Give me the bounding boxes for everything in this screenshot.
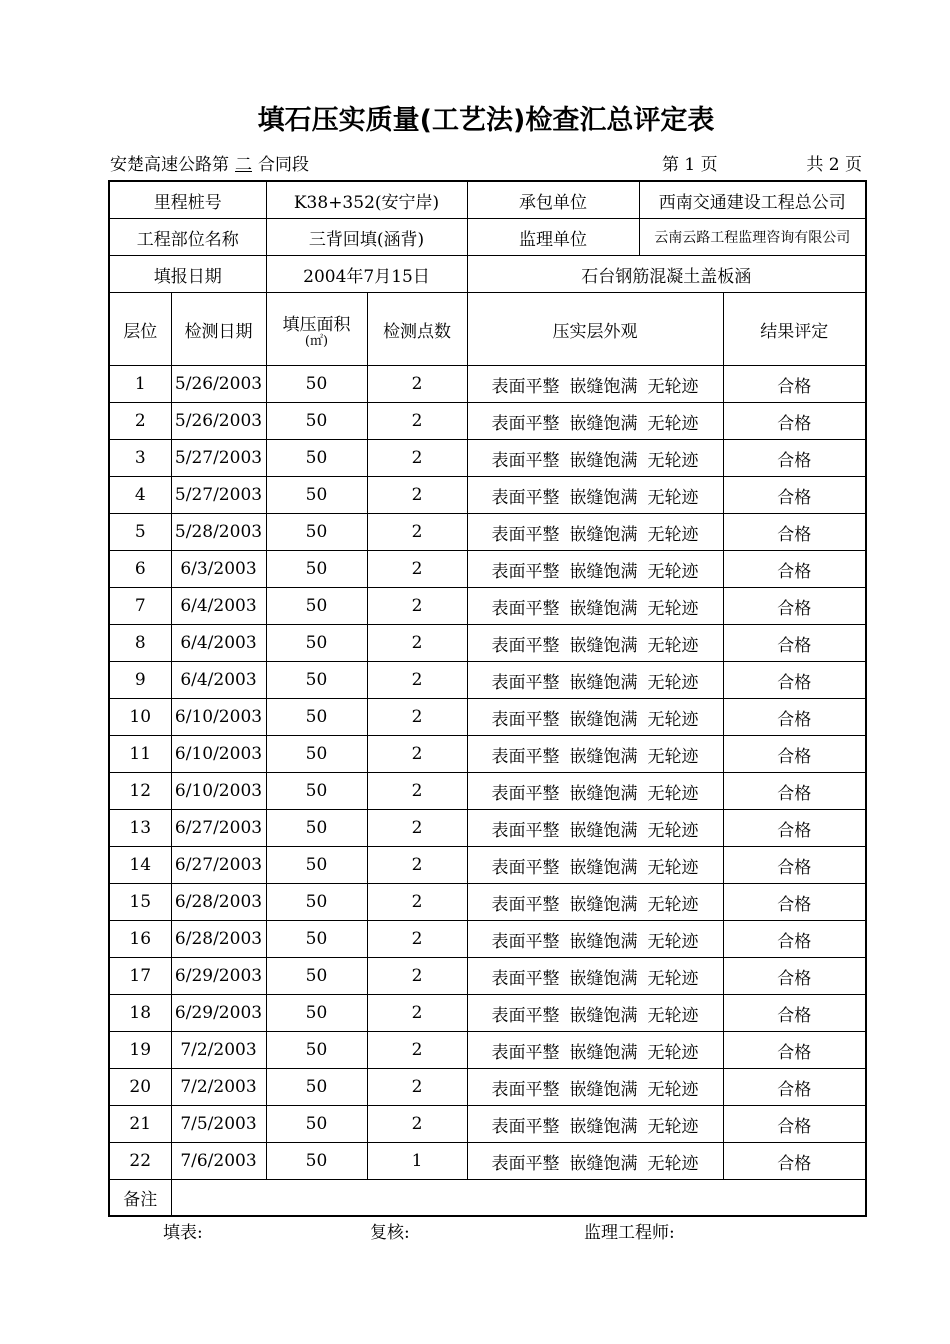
- table-row: [109, 884, 866, 921]
- cell-area: 50: [266, 884, 367, 921]
- appearance-item: 无轮迹: [647, 598, 699, 619]
- cell-area: 50: [266, 847, 367, 884]
- table-row: [109, 625, 866, 662]
- cell-result: 合格: [723, 1032, 866, 1069]
- cell-points: 2: [367, 1069, 467, 1106]
- appearance-item: 表面平整: [491, 709, 560, 730]
- project-prefix: 安楚高速公路第: [110, 155, 229, 175]
- table-row: [109, 921, 866, 958]
- cell-appearance: [467, 773, 723, 810]
- table-row: [109, 736, 866, 773]
- cell-points: 2: [367, 847, 467, 884]
- cell-area: 50: [266, 921, 367, 958]
- part-value: 三背回填(涵背): [266, 219, 467, 256]
- cell-area: 50: [266, 699, 367, 736]
- page-counter: [662, 150, 862, 175]
- col-area-label: 填压面积: [282, 315, 351, 335]
- table-row: [109, 440, 866, 477]
- cell-test-date: 6/4/2003: [171, 662, 266, 699]
- remark-value[interactable]: [171, 1180, 866, 1217]
- project-section: [110, 150, 309, 175]
- table-row: [109, 366, 866, 403]
- appearance-item: 嵌缝饱满: [569, 1153, 638, 1174]
- cell-points: 2: [367, 403, 467, 440]
- cell-points: 2: [367, 477, 467, 514]
- appearance-item: 无轮迹: [647, 1079, 699, 1100]
- cell-area: 50: [266, 440, 367, 477]
- cell-appearance: [467, 1032, 723, 1069]
- structure-value: 石台钢筋混凝土盖板涵: [467, 256, 866, 293]
- table-row: [109, 1143, 866, 1180]
- cell-points: 2: [367, 625, 467, 662]
- appearance-item: 无轮迹: [647, 746, 699, 767]
- cell-area: 50: [266, 773, 367, 810]
- col-result: 结果评定: [723, 293, 866, 366]
- cell-result: 合格: [723, 551, 866, 588]
- appearance-item: 无轮迹: [647, 931, 699, 952]
- appearance-item: 嵌缝饱满: [569, 487, 638, 508]
- cell-test-date: 7/6/2003: [171, 1143, 266, 1180]
- cell-area: 50: [266, 403, 367, 440]
- cell-points: 2: [367, 514, 467, 551]
- cell-result: 合格: [723, 514, 866, 551]
- remark-label: 备注: [109, 1180, 171, 1217]
- cell-area: 50: [266, 1143, 367, 1180]
- cell-result: 合格: [723, 588, 866, 625]
- cell-result: 合格: [723, 477, 866, 514]
- cell-points: 2: [367, 921, 467, 958]
- appearance-item: 无轮迹: [647, 1042, 699, 1063]
- cell-layer: 13: [109, 810, 171, 847]
- inspection-table: [108, 180, 867, 1217]
- cell-result: 合格: [723, 921, 866, 958]
- cell-layer: 6: [109, 551, 171, 588]
- appearance-item: 无轮迹: [647, 857, 699, 878]
- cell-test-date: 5/26/2003: [171, 366, 266, 403]
- table-row: [109, 1032, 866, 1069]
- cell-test-date: 5/27/2003: [171, 440, 266, 477]
- info-row-stake: [109, 181, 866, 219]
- appearance-item: 无轮迹: [647, 635, 699, 656]
- table-row: [109, 958, 866, 995]
- appearance-item: 表面平整: [491, 413, 560, 434]
- engineer-label: 监理工程师:: [584, 1223, 675, 1243]
- appearance-item: 嵌缝饱满: [569, 968, 638, 989]
- appearance-item: 嵌缝饱满: [569, 450, 638, 471]
- cell-area: 50: [266, 1106, 367, 1143]
- cell-appearance: [467, 514, 723, 551]
- cell-appearance: [467, 1069, 723, 1106]
- cell-test-date: 7/2/2003: [171, 1032, 266, 1069]
- cell-appearance: [467, 366, 723, 403]
- appearance-item: 表面平整: [491, 1079, 560, 1100]
- cell-area: 50: [266, 958, 367, 995]
- contractor-label: 承包单位: [467, 181, 639, 219]
- col-area: [266, 293, 367, 366]
- cell-points: 2: [367, 958, 467, 995]
- appearance-item: 嵌缝饱满: [569, 1005, 638, 1026]
- appearance-item: 无轮迹: [647, 672, 699, 693]
- cell-appearance: [467, 588, 723, 625]
- appearance-item: 表面平整: [491, 524, 560, 545]
- appearance-item: 嵌缝饱满: [569, 783, 638, 804]
- appearance-item: 表面平整: [491, 672, 560, 693]
- cell-points: 2: [367, 810, 467, 847]
- cell-result: 合格: [723, 440, 866, 477]
- cell-result: 合格: [723, 1069, 866, 1106]
- appearance-item: 嵌缝饱满: [569, 1079, 638, 1100]
- page-number: 第 1 页: [662, 155, 718, 175]
- cell-test-date: 5/27/2003: [171, 477, 266, 514]
- cell-test-date: 7/5/2003: [171, 1106, 266, 1143]
- cell-area: 50: [266, 1032, 367, 1069]
- appearance-item: 嵌缝饱满: [569, 598, 638, 619]
- cell-points: 2: [367, 440, 467, 477]
- cell-area: 50: [266, 477, 367, 514]
- cell-layer: 12: [109, 773, 171, 810]
- appearance-item: 无轮迹: [647, 487, 699, 508]
- cell-result: 合格: [723, 1106, 866, 1143]
- table-row: [109, 551, 866, 588]
- cell-layer: 20: [109, 1069, 171, 1106]
- appearance-item: 嵌缝饱满: [569, 709, 638, 730]
- date-value: 2004年7月15日: [266, 256, 467, 293]
- filler-label: 填表:: [163, 1223, 203, 1243]
- cell-points: 2: [367, 884, 467, 921]
- appearance-item: 嵌缝饱满: [569, 1042, 638, 1063]
- cell-layer: 7: [109, 588, 171, 625]
- cell-test-date: 6/4/2003: [171, 588, 266, 625]
- cell-points: 2: [367, 1106, 467, 1143]
- page-title: 填石压实质量(工艺法)检查汇总评定表: [257, 105, 715, 136]
- cell-layer: 11: [109, 736, 171, 773]
- cell-appearance: [467, 810, 723, 847]
- cell-appearance: [467, 921, 723, 958]
- table-row: [109, 588, 866, 625]
- table-row: [109, 847, 866, 884]
- appearance-item: 无轮迹: [647, 783, 699, 804]
- cell-layer: 22: [109, 1143, 171, 1180]
- remark-row: [109, 1180, 866, 1217]
- appearance-item: 无轮迹: [647, 524, 699, 545]
- cell-layer: 4: [109, 477, 171, 514]
- cell-result: 合格: [723, 736, 866, 773]
- cell-appearance: [467, 884, 723, 921]
- table-row: [109, 477, 866, 514]
- appearance-item: 无轮迹: [647, 820, 699, 841]
- cell-area: 50: [266, 810, 367, 847]
- cell-area: 50: [266, 551, 367, 588]
- appearance-item: 表面平整: [491, 746, 560, 767]
- cell-result: 合格: [723, 884, 866, 921]
- cell-result: 合格: [723, 403, 866, 440]
- cell-layer: 1: [109, 366, 171, 403]
- appearance-item: 表面平整: [491, 968, 560, 989]
- cell-layer: 15: [109, 884, 171, 921]
- section-number: 二: [235, 155, 252, 175]
- reviewer-label: 复核:: [370, 1223, 410, 1243]
- table-row: [109, 1069, 866, 1106]
- column-header-row: [109, 293, 866, 366]
- appearance-item: 表面平整: [491, 487, 560, 508]
- table-row: [109, 995, 866, 1032]
- cell-result: 合格: [723, 995, 866, 1032]
- col-layer: 层位: [109, 293, 171, 366]
- appearance-item: 无轮迹: [647, 376, 699, 397]
- cell-area: 50: [266, 995, 367, 1032]
- cell-appearance: [467, 736, 723, 773]
- cell-points: 2: [367, 995, 467, 1032]
- appearance-item: 无轮迹: [647, 1005, 699, 1026]
- cell-test-date: 6/10/2003: [171, 773, 266, 810]
- appearance-item: 表面平整: [491, 1042, 560, 1063]
- cell-test-date: 6/28/2003: [171, 884, 266, 921]
- cell-layer: 3: [109, 440, 171, 477]
- cell-area: 50: [266, 514, 367, 551]
- part-label: 工程部位名称: [109, 219, 266, 256]
- supervisor-value: 云南云路工程监理咨询有限公司: [639, 219, 866, 256]
- table-row: [109, 773, 866, 810]
- cell-appearance: [467, 625, 723, 662]
- cell-area: 50: [266, 366, 367, 403]
- cell-test-date: 6/27/2003: [171, 810, 266, 847]
- cell-test-date: 6/10/2003: [171, 699, 266, 736]
- cell-appearance: [467, 847, 723, 884]
- cell-result: 合格: [723, 699, 866, 736]
- cell-test-date: 7/2/2003: [171, 1069, 266, 1106]
- table-row: [109, 514, 866, 551]
- cell-test-date: 6/29/2003: [171, 995, 266, 1032]
- cell-result: 合格: [723, 810, 866, 847]
- cell-test-date: 6/28/2003: [171, 921, 266, 958]
- cell-appearance: [467, 1143, 723, 1180]
- cell-layer: 21: [109, 1106, 171, 1143]
- cell-test-date: 6/3/2003: [171, 551, 266, 588]
- appearance-item: 嵌缝饱满: [569, 931, 638, 952]
- appearance-item: 表面平整: [491, 1153, 560, 1174]
- appearance-item: 嵌缝饱满: [569, 376, 638, 397]
- cell-result: 合格: [723, 625, 866, 662]
- cell-layer: 8: [109, 625, 171, 662]
- cell-layer: 16: [109, 921, 171, 958]
- cell-appearance: [467, 440, 723, 477]
- cell-area: 50: [266, 736, 367, 773]
- table-row: [109, 662, 866, 699]
- cell-result: 合格: [723, 662, 866, 699]
- appearance-item: 无轮迹: [647, 1116, 699, 1137]
- cell-appearance: [467, 1106, 723, 1143]
- cell-layer: 5: [109, 514, 171, 551]
- cell-test-date: 5/28/2003: [171, 514, 266, 551]
- col-area-unit: (㎡): [304, 334, 329, 349]
- appearance-item: 表面平整: [491, 820, 560, 841]
- cell-test-date: 5/26/2003: [171, 403, 266, 440]
- appearance-item: 嵌缝饱满: [569, 746, 638, 767]
- cell-points: 2: [367, 588, 467, 625]
- cell-area: 50: [266, 662, 367, 699]
- col-appearance: 压实层外观: [467, 293, 723, 366]
- info-row-date: [109, 256, 866, 293]
- cell-appearance: [467, 699, 723, 736]
- stake-label: 里程桩号: [109, 181, 266, 219]
- appearance-item: 表面平整: [491, 598, 560, 619]
- appearance-item: 表面平整: [491, 857, 560, 878]
- cell-appearance: [467, 551, 723, 588]
- cell-points: 2: [367, 366, 467, 403]
- cell-area: 50: [266, 625, 367, 662]
- cell-layer: 19: [109, 1032, 171, 1069]
- cell-test-date: 6/10/2003: [171, 736, 266, 773]
- cell-test-date: 6/27/2003: [171, 847, 266, 884]
- appearance-item: 无轮迹: [647, 413, 699, 434]
- appearance-item: 表面平整: [491, 1005, 560, 1026]
- cell-result: 合格: [723, 958, 866, 995]
- appearance-item: 表面平整: [491, 783, 560, 804]
- page-total: 共 2 页: [806, 155, 862, 175]
- appearance-item: 表面平整: [491, 450, 560, 471]
- appearance-item: 表面平整: [491, 931, 560, 952]
- col-points: 检测点数: [367, 293, 467, 366]
- cell-points: 1: [367, 1143, 467, 1180]
- cell-layer: 14: [109, 847, 171, 884]
- cell-appearance: [467, 477, 723, 514]
- appearance-item: 表面平整: [491, 635, 560, 656]
- appearance-item: 无轮迹: [647, 561, 699, 582]
- appearance-item: 嵌缝饱满: [569, 561, 638, 582]
- contractor-value: 西南交通建设工程总公司: [639, 181, 866, 219]
- appearance-item: 无轮迹: [647, 450, 699, 471]
- appearance-item: 无轮迹: [647, 968, 699, 989]
- table-row: [109, 403, 866, 440]
- cell-layer: 18: [109, 995, 171, 1032]
- table-row: [109, 810, 866, 847]
- appearance-item: 嵌缝饱满: [569, 1116, 638, 1137]
- cell-points: 2: [367, 551, 467, 588]
- table-row: [109, 699, 866, 736]
- cell-layer: 10: [109, 699, 171, 736]
- date-label: 填报日期: [109, 256, 266, 293]
- appearance-item: 嵌缝饱满: [569, 524, 638, 545]
- appearance-item: 嵌缝饱满: [569, 413, 638, 434]
- appearance-item: 嵌缝饱满: [569, 635, 638, 656]
- cell-appearance: [467, 995, 723, 1032]
- col-test-date: 检测日期: [171, 293, 266, 366]
- cell-area: 50: [266, 1069, 367, 1106]
- supervisor-label: 监理单位: [467, 219, 639, 256]
- cell-result: 合格: [723, 1143, 866, 1180]
- appearance-item: 嵌缝饱满: [569, 672, 638, 693]
- cell-appearance: [467, 403, 723, 440]
- cell-area: 50: [266, 588, 367, 625]
- cell-result: 合格: [723, 366, 866, 403]
- appearance-item: 表面平整: [491, 894, 560, 915]
- appearance-item: 无轮迹: [647, 894, 699, 915]
- appearance-item: 嵌缝饱满: [569, 894, 638, 915]
- cell-points: 2: [367, 1032, 467, 1069]
- info-row-part: [109, 219, 866, 256]
- cell-appearance: [467, 662, 723, 699]
- project-suffix: 合同段: [258, 155, 309, 175]
- cell-layer: 17: [109, 958, 171, 995]
- appearance-item: 无轮迹: [647, 709, 699, 730]
- appearance-item: 嵌缝饱满: [569, 820, 638, 841]
- appearance-item: 嵌缝饱满: [569, 857, 638, 878]
- stake-value: K38+352(安宁岸): [266, 181, 467, 219]
- cell-layer: 2: [109, 403, 171, 440]
- cell-test-date: 6/29/2003: [171, 958, 266, 995]
- cell-points: 2: [367, 699, 467, 736]
- cell-points: 2: [367, 736, 467, 773]
- cell-result: 合格: [723, 773, 866, 810]
- appearance-item: 表面平整: [491, 376, 560, 397]
- appearance-item: 表面平整: [491, 1116, 560, 1137]
- cell-points: 2: [367, 662, 467, 699]
- cell-result: 合格: [723, 847, 866, 884]
- table-row: [109, 1106, 866, 1143]
- appearance-item: 无轮迹: [647, 1153, 699, 1174]
- appearance-item: 表面平整: [491, 561, 560, 582]
- cell-layer: 9: [109, 662, 171, 699]
- cell-test-date: 6/4/2003: [171, 625, 266, 662]
- cell-appearance: [467, 958, 723, 995]
- cell-points: 2: [367, 773, 467, 810]
